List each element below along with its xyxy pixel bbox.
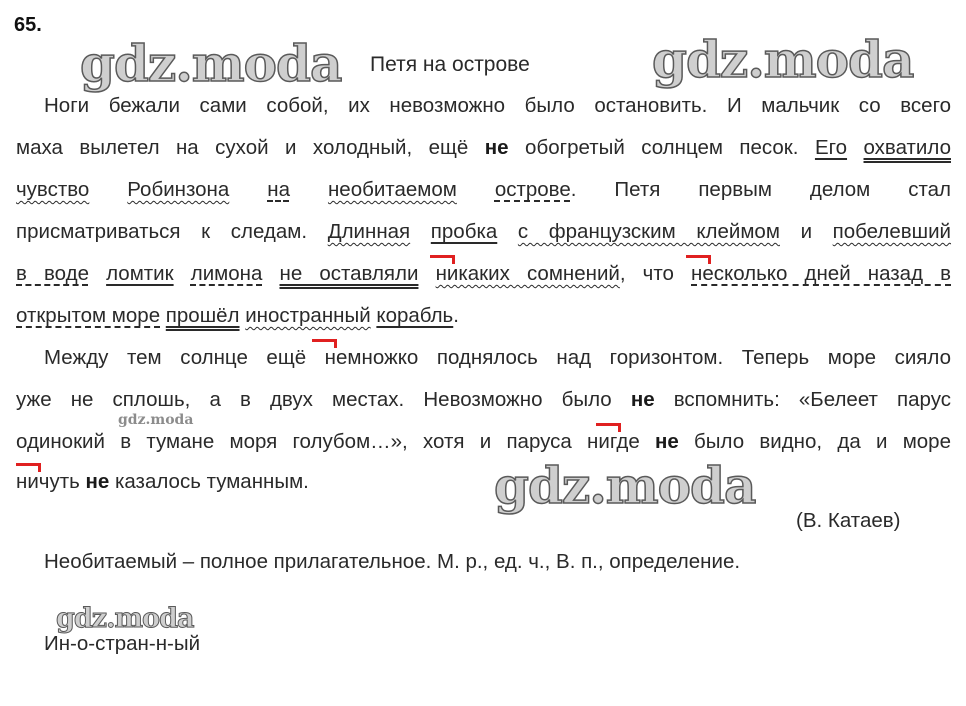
- text-line-9: одинокий в тумане моря голубом…», хотя и паруса нигде не было видно, да и море: [16, 430, 951, 453]
- text-line-2: маха вылетел на сухой и холодный, ещё не обогретый солнцем песок. Его охватило: [16, 136, 951, 159]
- watermark-logo: gdz.moda: [80, 34, 342, 93]
- prefix-mark: [686, 255, 711, 264]
- text-line-6: открытом море прошёл иностранный корабль.: [16, 304, 459, 327]
- text-title: Петя на острове: [370, 53, 530, 76]
- prefix-mark: [596, 423, 621, 432]
- author: (В. Катаев): [796, 509, 901, 532]
- watermark-logo: gdz.moda: [118, 412, 194, 428]
- prefix-mark: [312, 339, 337, 348]
- text-line-8: уже не сплошь, а в двух местах. Невозможно было не вспомнить: «Белеет парус: [16, 388, 951, 411]
- text-line-7: Между тем солнце ещё немножко поднялось над горизонтом. Теперь море сияло: [44, 346, 951, 369]
- text-line-5: в воде ломтик лимона не оставляли никаких сомнений, что несколько дней назад в: [16, 262, 952, 285]
- prefix-mark: [430, 255, 455, 264]
- watermark-logo: gdz.moda: [494, 456, 756, 515]
- syllable-division: Ин-о-стран-н-ый: [44, 632, 201, 655]
- text-line-4: присматриваться к следам. Длинная пробка с французским клеймом и побелевший: [16, 220, 952, 243]
- word-analysis: Необитаемый – полное прилагательное. М. р., ед. ч., В. п., определение.: [44, 550, 741, 573]
- exercise-number: 65.: [14, 14, 42, 36]
- watermark-logo: gdz.moda: [56, 603, 194, 634]
- watermark-logo: gdz.moda: [652, 30, 914, 89]
- text-line-10: ничуть не казалось туманным.: [16, 470, 309, 493]
- text-line-1: Ноги бежали сами собой, их невозможно было остановить. И мальчик со всего: [44, 94, 951, 117]
- prefix-mark: [16, 463, 41, 472]
- text-line-3: чувство Робинзона на необитаемом острове. Петя первым делом стал: [16, 178, 952, 201]
